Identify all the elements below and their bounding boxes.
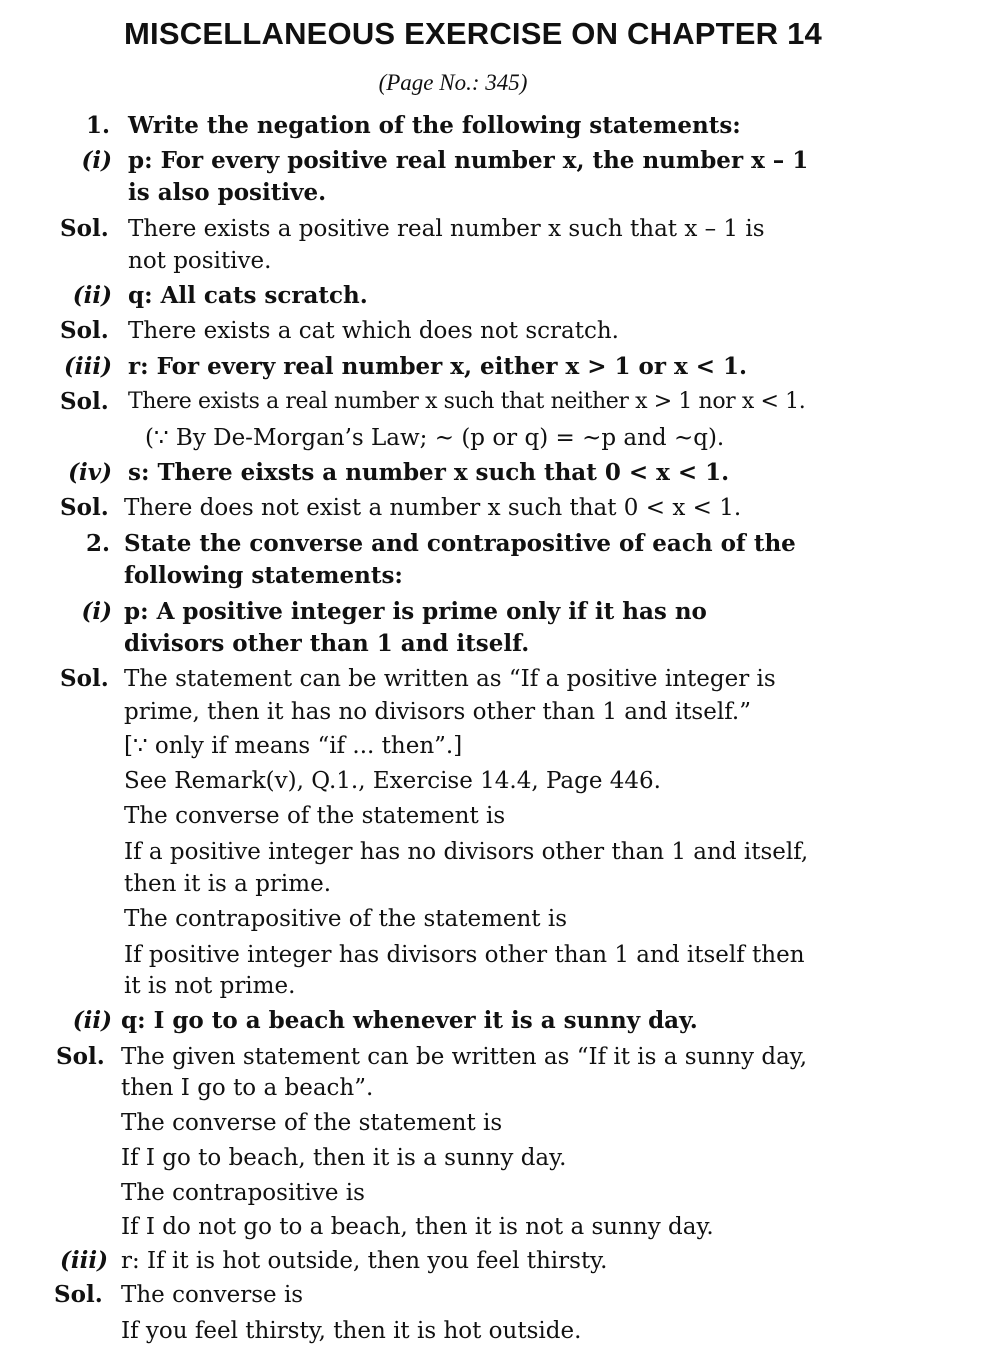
part-label-ii: (ii) bbox=[72, 1007, 112, 1034]
q2-i-statement-cont: divisors other than 1 and itself. bbox=[124, 630, 530, 657]
solution-label: Sol. bbox=[60, 494, 109, 521]
q1-iii-statement: r: For every real number x, either x > 1 or x < 1. bbox=[128, 353, 747, 380]
page-reference: (Page No.: 345) bbox=[378, 70, 528, 95]
q2-ii-solution-line-4: If I go to beach, then it is a sunny day. bbox=[121, 1145, 567, 1171]
q1-ii-solution: There exists a cat which does not scratch. bbox=[128, 318, 619, 344]
q2-i-solution-line-3: [∵ only if means “if ... then”.] bbox=[124, 733, 463, 759]
q2-i-solution-line-9: If positive integer has divisors other than 1 and itself then bbox=[124, 942, 805, 968]
q2-i-solution-line-8: The contrapositive of the statement is bbox=[124, 906, 568, 932]
question-1-heading: Write the negation of the following statements: bbox=[128, 112, 741, 139]
part-label-i: (i) bbox=[81, 147, 112, 174]
q2-iii-statement: r: If it is hot outside, then you feel thirsty. bbox=[121, 1248, 608, 1274]
question-number-2: 2. bbox=[85, 530, 110, 557]
page-title: MISCELLANEOUS EXERCISE ON CHAPTER 14 bbox=[124, 16, 822, 51]
q1-iv-solution: There does not exist a number x such that 0 < x < 1. bbox=[124, 495, 742, 521]
q2-i-solution-line-2: prime, then it has no divisors other than 1 and itself.” bbox=[124, 699, 751, 725]
q2-ii-solution-line-3: The converse of the statement is bbox=[121, 1110, 503, 1136]
part-label-iii: (iii) bbox=[64, 353, 112, 380]
solution-label: Sol. bbox=[60, 215, 109, 242]
q2-iii-solution-line-1: The converse is bbox=[121, 1282, 304, 1308]
part-label-iv: (iv) bbox=[68, 459, 112, 486]
q1-iii-solution: There exists a real number x such that neither x > 1 nor x < 1. bbox=[128, 389, 806, 414]
question-number-1: 1. bbox=[85, 112, 110, 139]
solution-label: Sol. bbox=[60, 317, 109, 344]
solution-label: Sol. bbox=[54, 1281, 103, 1308]
q2-i-solution-line-5: The converse of the statement is bbox=[124, 803, 506, 829]
question-2-heading: State the converse and contrapositive of each of the bbox=[124, 530, 796, 557]
q2-iii-solution-line-2: If you feel thirsty, then it is hot outside. bbox=[121, 1318, 582, 1344]
q2-ii-solution-line-2: then I go to a beach”. bbox=[121, 1075, 374, 1101]
solution-label: Sol. bbox=[56, 1043, 105, 1070]
q2-i-solution-line-7: then it is a prime. bbox=[124, 871, 331, 897]
question-2-heading-cont: following statements: bbox=[124, 562, 403, 589]
q2-i-solution-line-1: The statement can be written as “If a positive integer is bbox=[124, 666, 776, 692]
solution-label: Sol. bbox=[60, 665, 109, 692]
q2-ii-solution-line-1: The given statement can be written as “If it is a sunny day, bbox=[121, 1044, 808, 1070]
q2-ii-statement: q: I go to a beach whenever it is a sunny day. bbox=[121, 1007, 698, 1034]
q1-i-statement-cont: is also positive. bbox=[128, 179, 327, 206]
part-label-iii: (iii) bbox=[60, 1247, 108, 1274]
q1-ii-statement: q: All cats scratch. bbox=[128, 282, 368, 309]
part-label-ii: (ii) bbox=[72, 282, 112, 309]
q2-ii-solution-line-6: If I do not go to a beach, then it is not a sunny day. bbox=[121, 1214, 714, 1240]
q1-i-solution: There exists a positive real number x such that x – 1 is bbox=[128, 216, 765, 242]
q1-iv-statement: s: There eixsts a number x such that 0 < x < 1. bbox=[128, 459, 730, 486]
q2-i-statement: p: A positive integer is prime only if it has no bbox=[124, 598, 707, 625]
q2-i-solution-line-4: See Remark(v), Q.1., Exercise 14.4, Page 446. bbox=[124, 768, 661, 794]
q2-ii-solution-line-5: The contrapositive is bbox=[121, 1180, 365, 1206]
q1-i-statement: p: For every positive real number x, the number x – 1 bbox=[128, 147, 809, 174]
q2-i-solution-line-6: If a positive integer has no divisors other than 1 and itself, bbox=[124, 839, 809, 865]
q1-i-solution-cont: not positive. bbox=[128, 248, 272, 274]
solution-label: Sol. bbox=[60, 388, 109, 415]
q2-i-solution-line-10: it is not prime. bbox=[124, 973, 296, 999]
part-label-i: (i) bbox=[81, 598, 112, 625]
q1-iii-solution-note: (∵ By De-Morgan’s Law; ~ (p or q) = ~p and ~q). bbox=[145, 425, 725, 451]
